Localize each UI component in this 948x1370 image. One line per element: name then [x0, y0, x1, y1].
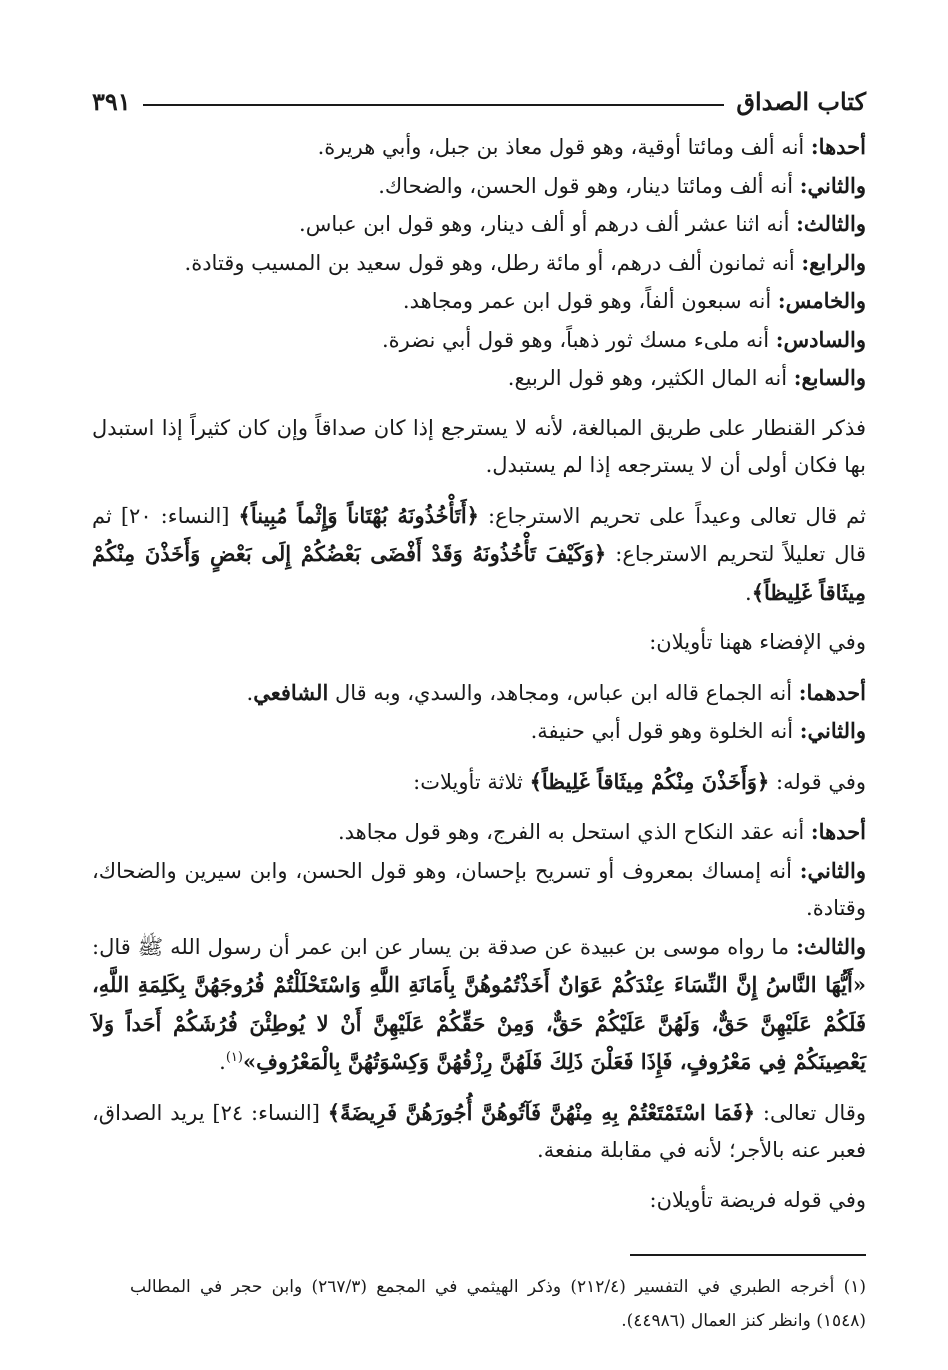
running-header	[92, 82, 866, 116]
quran-verse: ﴿أَتَأْخُذُونَهُ بُهْتَاناً وَإِثْماً مُبِيناً﴾	[238, 502, 479, 528]
punctuation: .	[219, 1050, 226, 1074]
paragraph-mithaq-intro	[92, 763, 866, 802]
punctuation: .	[246, 680, 254, 705]
opinion-text: أنه سبعون ألفاً، وهو قول ابن عمر ومجاهد.	[402, 289, 778, 313]
opinion-text: أنه ألف ومائتا أوقية، وهو قول معاذ بن جبل، وأبي هريرة.	[317, 135, 811, 159]
opinion-text: ثلاثة تأويلات:	[413, 769, 530, 794]
header-rule	[143, 104, 725, 106]
paragraph-qintar: فذكر القنطار على طريق المبالغة، لأنه لا يسترجع إذا كان صداقاً وإن كان كثيراً إذا استبدل بها فكان أولى أن لا يسترجعه إذا لم يستبدل.	[92, 415, 866, 477]
verse-intro: ثم قال تعالى وعيداً على تحريم الاسترجاع:	[479, 503, 866, 528]
paragraph-seventh-opinion	[92, 359, 866, 398]
footnotes	[130, 1270, 866, 1338]
paragraph-ifda-first	[92, 674, 866, 713]
punctuation: .	[745, 580, 752, 605]
opinion-label: والرابع:	[801, 249, 866, 275]
paragraph-istimta-verse	[92, 1094, 866, 1170]
opinion-label: والثالث:	[796, 933, 866, 959]
opinion-text: أنه اثنا عشر ألف درهم أو ألف دينار، وهو قول ابن عباس.	[299, 212, 797, 236]
page-number: ٣٩١	[92, 87, 131, 116]
opinion-label: أحدها:	[810, 134, 866, 159]
paragraph-ifda-intro: وفي الإفضاء ههنا تأويلان:	[649, 630, 866, 654]
opinion-text: أنه إمساك بمعروف أو تسريح بإحسان، وهو قول الحسن، وابن سيرين والضحاك، وقتادة.	[92, 858, 866, 920]
paragraph-fifth-opinion	[92, 282, 866, 321]
opinion-text: أنه ملىء مسك ثور ذهباً، وهو قول أبي نضرة.	[381, 327, 776, 352]
verse-reference: [النساء: ٢٤] يريد الصداق، فعبر عنه بالأجر؛ لأنه في مقابلة منفعة.	[92, 1100, 866, 1162]
hadith-text: «أَيُّهَا النَّاسُ إِنَّ النِّسَاءَ عِنْدَكُمْ عَوَانٌ أَخَذْتُمُوهُنَّ بِأَمَانَةِ اللَّهِ وَاسْتَحْلَلْتُمْ فُرُوجَهُنَّ بِكَلِمَةِ اللَّهِ، فَلَكُمْ عَلَيْهِنَّ حَقٌّ، وَلَهُنَّ عَلَيْكُمْ حَقٌّ، وَمِنْ حَقِّكُمْ عَلَيْهِنَّ أَنْ لا يُوطِئْنَ فُرُشَكُمْ أَحَداً وَلاَ يَعْصِينَكُمْ فِي مَعْرُوفٍ، فَإِذَا فَعَلْنَ ذَلِكَ فَلَهُنَّ رِزْقُهُنَّ وَكِسْوَتُهُنَّ بِالْمَعْرُوفِ»	[92, 972, 866, 1074]
paragraph-mithaq-third	[92, 928, 866, 1082]
opinion-label: والسادس:	[775, 326, 866, 352]
opinion-label: أحدها:	[810, 819, 866, 844]
paragraph-ifda-second	[92, 712, 866, 751]
opinion-text: أنه عقد النكاح الذي استحل به الفرج، وهو قول مجاهد.	[337, 820, 811, 844]
footnote-separator	[630, 1254, 866, 1256]
opinion-text: أنه الجماع قاله ابن عباس، ومجاهد، والسدي، وبه قال	[328, 680, 799, 705]
opinion-label: والخامس:	[777, 288, 866, 313]
paragraph-first-opinion	[92, 128, 866, 167]
paragraph-second-opinion	[92, 167, 866, 206]
opinion-label: والثالث:	[796, 211, 866, 236]
paragraph-warning-verse	[92, 497, 866, 613]
paragraph-third-opinion	[92, 205, 866, 244]
quran-verse: ﴿وَأَخَذْنَ مِنْكُمْ مِيثَاقاً غَلِيظاً﴾	[529, 768, 770, 794]
verse-intro: وفي قوله:	[769, 769, 866, 794]
opinion-label: والثاني:	[799, 718, 866, 743]
opinion-text: أنه ألف ومائتا دينار، وهو قول الحسن، والضحاك.	[378, 173, 800, 198]
paragraph-mithaq-second	[92, 852, 866, 928]
opinion-label: والسابع:	[793, 365, 866, 390]
footnote-reference[interactable]: (١)	[225, 1050, 243, 1065]
opinion-text: أنه المال الكثير، وهو قول الربيع.	[507, 366, 794, 390]
scholar-name: الشافعي	[253, 679, 329, 705]
opinion-label: والثاني:	[799, 857, 866, 883]
opinion-label: والثاني:	[799, 172, 866, 198]
verse-reference: [النساء: ٢٠] ثم قال تعليلاً لتحريم الاسترجاع:	[92, 503, 866, 566]
main-text	[92, 128, 866, 1219]
opinion-label: أحدهما:	[798, 679, 866, 705]
paragraph-fourth-opinion	[92, 244, 866, 283]
book-title: كتاب الصداق	[736, 87, 866, 116]
paragraph-sixth-opinion	[92, 321, 866, 360]
opinion-text: أنه ثمانون ألف درهم، أو مائة رطل، وهو قول سعيد بن المسيب وقتادة.	[184, 250, 802, 275]
opinion-text: أنه الخلوة وهو قول أبي حنيفة.	[530, 719, 800, 743]
quran-verse: ﴿وَكَيْفَ تَأْخُذُونَهُ وَقَدْ أَفْضَى بَعْضُكُمْ إِلَى بَعْضٍ وَأَخَذْنَ مِنْكُمْ مِيثَاقاً غَلِيظاً﴾	[92, 541, 866, 605]
opinion-text: ما رواه موسى بن عبيدة عن صدقة بن يسار عن ابن عمر أن رسول الله ﷺ قال:	[92, 934, 797, 959]
verse-intro: وقال تعالى:	[755, 1100, 866, 1125]
paragraph-farida-intro: وفي قوله فريضة تأويلان:	[649, 1187, 866, 1212]
paragraph-mithaq-first	[92, 813, 866, 852]
quran-verse: ﴿فَمَا اسْتَمْتَعْتُمْ بِهِ مِنْهُنَّ فَآتُوهُنَّ أُجُورَهُنَّ فَرِيضَةً﴾	[327, 1099, 756, 1125]
footnote-1: (١) أخرجه الطبري في التفسير (٢١٢/٤) وذكر الهيثمي في المجمع (٢٦٧/٣) وابن حجر في المطالب (١٥٤٨) وانظر كنز العمال (٤٤٩٨٦).	[130, 1277, 866, 1331]
